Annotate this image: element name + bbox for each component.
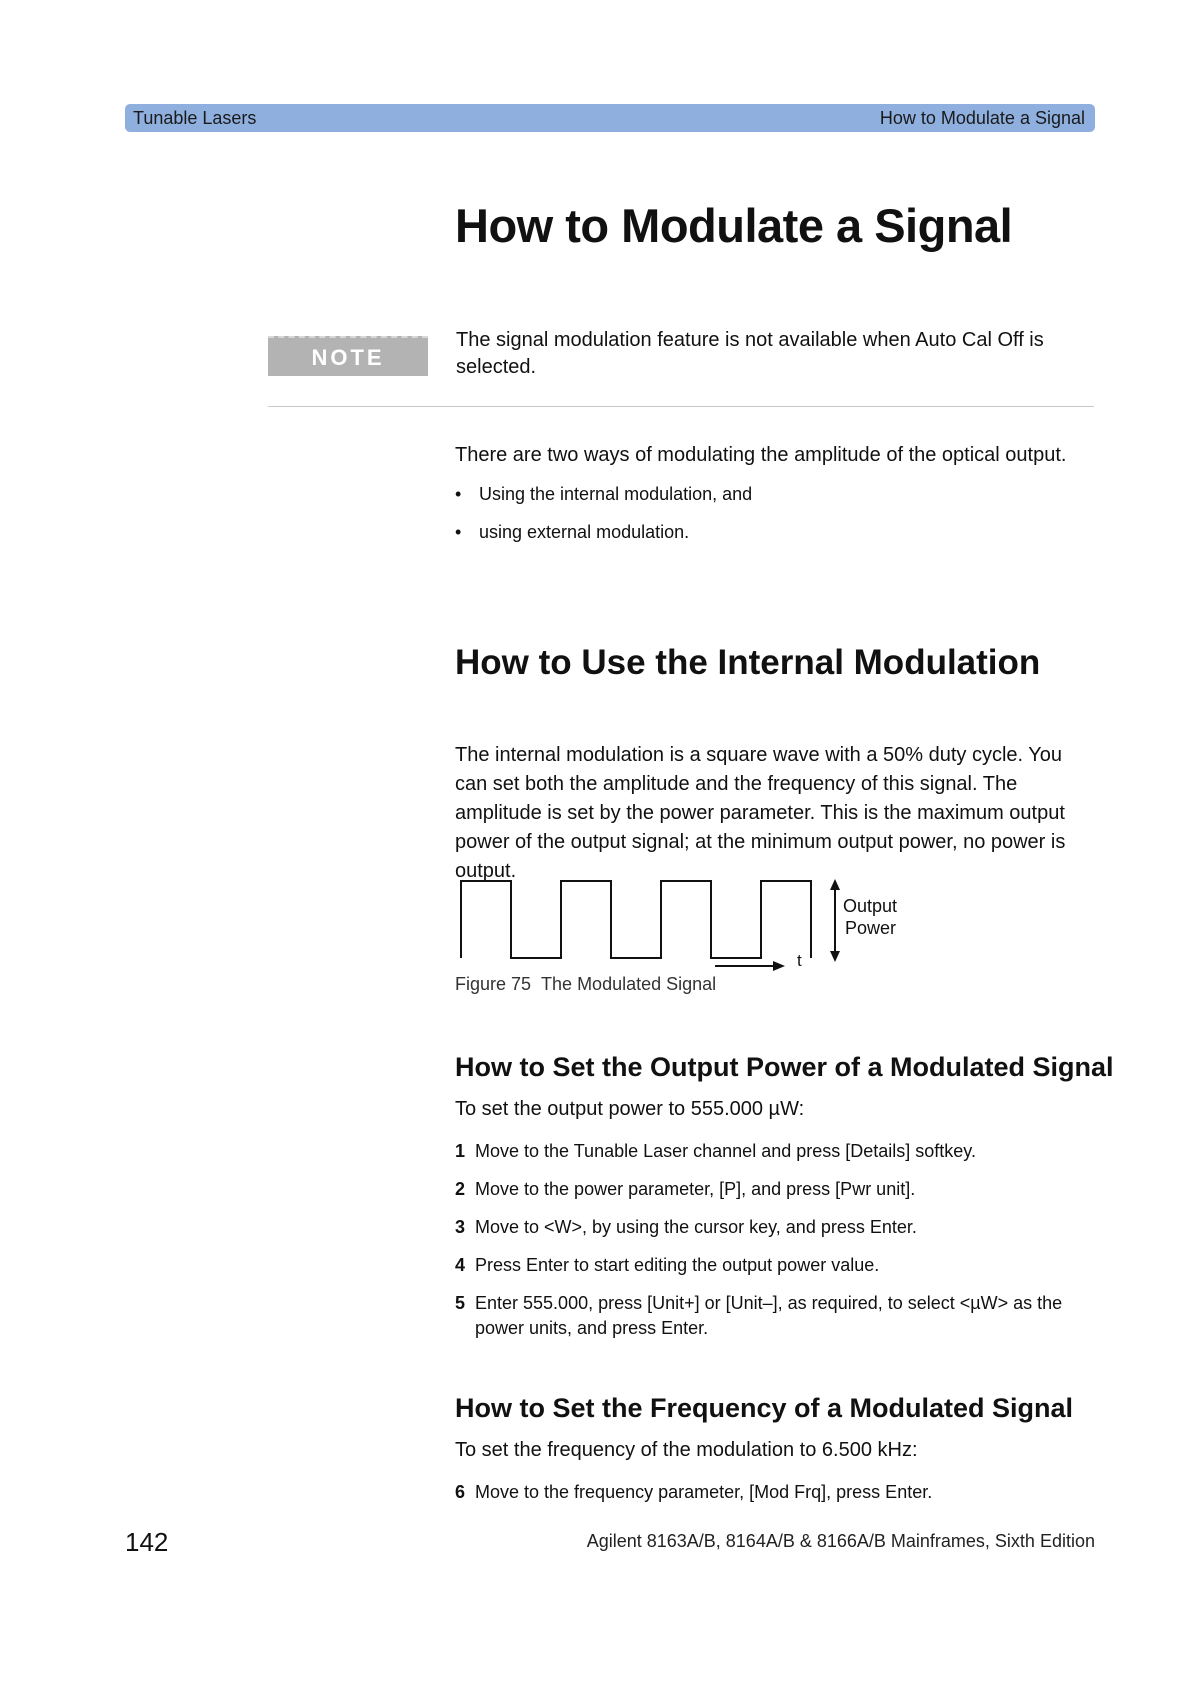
page-number: 142 [125,1527,169,1557]
power-label: Power [845,918,897,938]
power-intro: To set the output power to 555.000 µW: [455,1098,805,1120]
subsection-heading-frequency: How to Set the Frequency of a Modulated Signal [455,1393,1074,1423]
step-number: 1 [455,1141,466,1161]
footer-edition: Agilent 8163A/B, 8164A/B & 8166A/B Mainframes, Sixth Edition [586,1531,1095,1551]
step-number: 6 [455,1482,466,1502]
header-section-title: How to Modulate a Signal [879,108,1085,128]
bullet-icon: • [455,484,462,504]
step-text: Move to <W>, by using the cursor key, and press Enter. [475,1217,917,1237]
note-divider [268,406,1094,407]
step-text: Move to the Tunable Laser channel and press [Details] softkey. [475,1141,976,1161]
step-number: 3 [455,1217,466,1237]
note-text: The signal modulation feature is not available when Auto Cal Off is selected. [456,329,1044,378]
page-title: How to Modulate a Signal [455,199,1013,252]
step-text: Move to the power parameter, [P], and press [Pwr unit]. [475,1179,916,1199]
section-heading: How to Use the Internal Modulation [455,643,1041,682]
figure-caption [455,974,716,995]
bullet-text: using external modulation. [479,522,690,542]
power-arrow-head-up [830,879,840,890]
running-header [125,104,1095,132]
figure-number: Figure 75 [455,974,532,994]
bullet-icon: • [455,522,462,542]
subsection-heading-power: How to Set the Output Power of a Modulated Signal [455,1052,1114,1082]
square-wave [461,881,811,958]
power-arrow-head-down [830,951,840,962]
frequency-intro: To set the frequency of the modulation to 6.500 kHz: [455,1439,918,1461]
step-number: 2 [455,1179,466,1199]
intro-paragraph: There are two ways of modulating the amplitude of the optical output. [455,444,1067,466]
time-label: t [797,951,802,970]
step-text: Press Enter to start editing the output power value. [475,1255,880,1275]
step-number: 4 [455,1255,466,1275]
output-label: Output [843,896,898,916]
bullet-text: Using the internal modulation, and [479,484,753,504]
step-text: Move to the frequency parameter, [Mod Frq], press Enter. [475,1482,933,1502]
step-text: Enter 555.000, press [Unit+] or [Unit–], as required, to select <µW> as the power units, and press Enter. [475,1293,1063,1338]
step-number: 5 [455,1293,466,1313]
section-paragraph: The internal modulation is a square wave with a 50% duty cycle. You can set both the amplitude and the frequency of this signal. The amplitude is set by the power parameter. This is the maximum output power of the output signal; at the minimum output power, no power is output. [455,744,1066,882]
header-chapter-title: Tunable Lasers [133,108,257,128]
modulated-signal-figure [455,878,915,988]
time-arrow-head [773,961,785,971]
figure-caption-text: The Modulated Signal [541,974,717,994]
note-label: NOTE [268,336,428,376]
